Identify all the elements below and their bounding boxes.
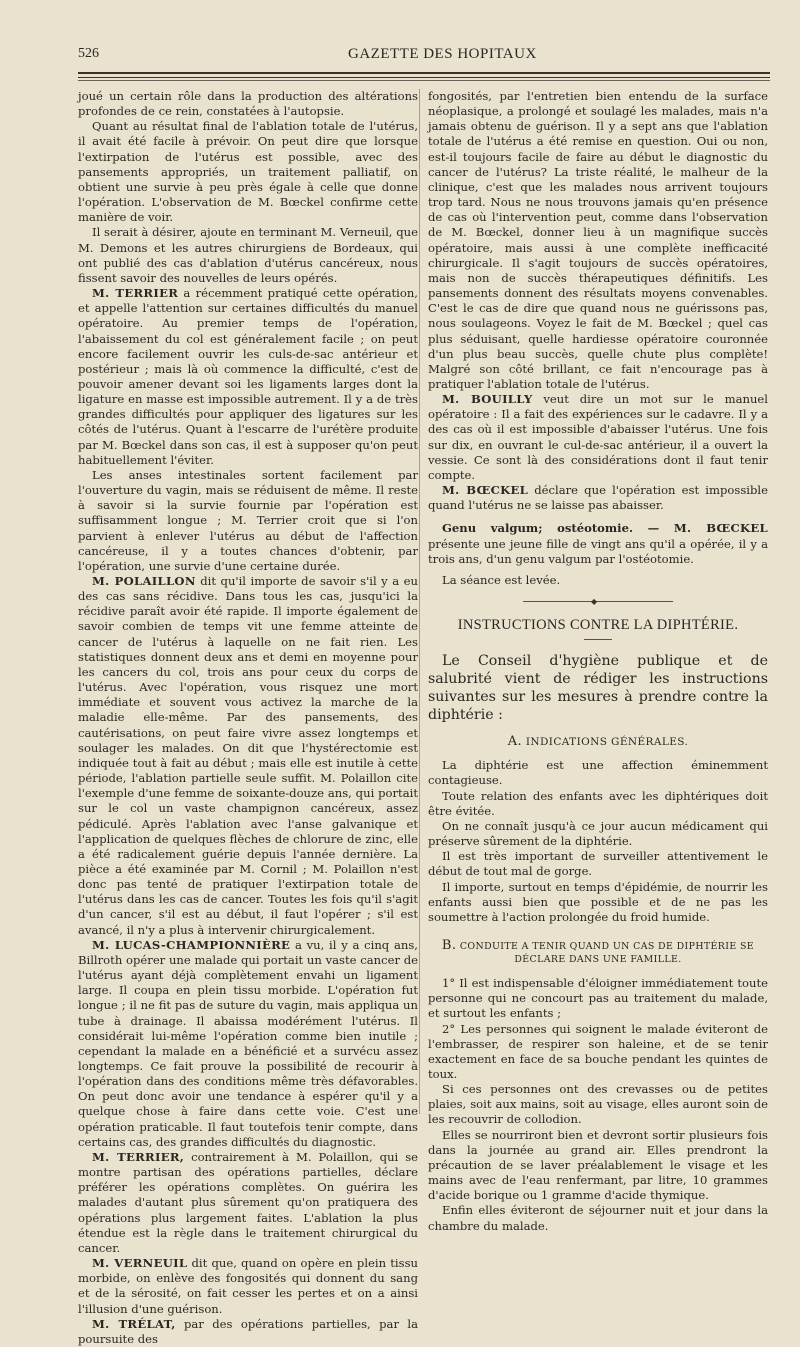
paragraph: Si ces personnes ont des crevasses ou de petites plaies, soit aux mains, soit au visage, elles auront soin de les recouvrir de collodion.: [428, 1082, 768, 1127]
paragraph-text: dit qu'il importe de savoir s'il y a eu des cas sans récidive. Dans tous les cas, jusqu'ici la récidive paraît avoir été rapide. Il importe également de savoir combien de temps vit une femme atteinte de cancer de l'utérus à laquelle on ne fait rien. Les statistiques donnent deux ans et demi en moyenne pour les cancers du col, trois ans pour ceux du corps de l'utérus. Avec l'opération, vous risquez une mort immédiate et souvent vous activez la marche de la maladie elle-même. Par des pansements, des cautérisations, on peut faire vivre assez longtemps et soulager les malades. On dit que l'hystérectomie est indiquée tout à fait au début ; mais elle est inutile à cette période, l'ablation partielle seule suffit. M. Polaillon cite l'exemple d'une femme de soixante-douze ans, qui portait sur le col un vaste champignon cancéreux, assez pédiculé. Après l'ablation avec l'anse galvanique et l'application de quelques flèches de chlorure de zinc, elle a été radicalement guérie depuis l'année dernière. La pièce a été examinée par M. Cornil ; M. Polaillon n'est donc pas tenté de pratiquer l'extirpation totale de l'utérus dans les cas de cancer. Toutes les fois qu'il s'agit d'un cancer, s'il est au début, il faut l'opérer ; s'il est avancé, il n'y a plus à intervenir chirurgicalement.: [78, 574, 418, 937]
paragraph-text: déclare que l'opération est impossible quand l'utérus ne se laisse pas abaisser.: [428, 483, 768, 513]
paragraph-text: dit que, quand on opère en plein tissu morbide, on enlève des fongosités qui donnent du sang et de la sérosité, on fait cesser les pertes et on a ainsi l'illusion d'une guérison.: [78, 1256, 418, 1316]
page-header: [78, 46, 770, 68]
speaker-name: M. TERRIER,: [92, 1149, 185, 1164]
paragraph: Les anses intestinales sortent facilement par l'ouverture du vagin, mais se réduisent de même. Il reste à savoir si la survie fournie par l'opération est suffisamment longue ; M. Terrier croit que si l'on parvient à enlever l'utérus au début de l'affection cancéreuse, il y a toutes chances d'obtenir, par l'opération, une survie d'une certaine durée.: [78, 467, 418, 573]
paragraph: [428, 521, 768, 566]
speaker-name: M. TERRIER: [92, 286, 179, 301]
paragraph: fongosités, par l'entretien bien entendu de la surface néoplasique, a prolongé et soulagé les malades, mais n'a jamais obtenu de guérison. Il y a sept ans que l'ablation totale de l'utérus a été remise en question. Oui ou non, est-il toujours facile de faire au début le diagnostic du cancer de l'utérus? La triste réalité, le malheur de la clinique, c'est que les malades nous arrivent toujours trop tard. Nous ne nous trouvons jamais qu'en présence de cas où l'intervention peut, comme dans l'observation de M. Bœckel, donner lieu à un magnifique succès opératoire, mais aussi à une complète inefficacité chirurgicale. Il s'agit toujours de succès opératoires, mais non de succès thérapeutiques définitifs. Les pansements donnent des résultats moyens convenables. C'est le cas de dire que quand nous ne guérissons pas, nous soulageons. Voyez le fait de M. Bœckel ; quel cas plus séduisant, quelle hardiesse opératoire couronnée d'un plus beau succès, quelle chute plus complète! Malgré son côté brillant, ce fait n'encourage pas à pratiquer l'ablation totale de l'utérus.: [428, 89, 768, 391]
header-rule-thin-2: [78, 80, 770, 81]
subheading-text: INDICATIONS GÉNÉRALES.: [525, 736, 689, 749]
paragraph-text: contrairement à M. Polaillon, qui se montre partisan des opérations partielles, déclare préférer les opérations complètes. On guérira les malades d'autant plus sûrement qu'on pratiquera des opérations plus largement faites. L'ablation la plus étendue est la règle dans le traitement chirurgical du cancer.: [78, 1149, 419, 1255]
paragraph: Quant au résultat final de l'ablation totale de l'utérus, il avait été facile à prévoir. On peut dire que lorsque l'extirpation de l'utérus est possible, avec des pansements appropriés, un traitement palliatif, on obtient une survie à peu près égale à celle que donne l'opération. L'observation de M. Bœckel confirme cette manière de voir.: [78, 119, 418, 225]
speaker-name: M. BŒCKEL: [442, 483, 529, 498]
journal-title: GAZETTE DES HOPITAUX: [348, 46, 537, 62]
paragraph: [78, 1317, 418, 1347]
speaker-name: M. LUCAS-CHAMPIONNIÈRE: [92, 937, 291, 952]
subheading-letter: B.: [441, 938, 457, 954]
paragraph-text: a vu, il y a cinq ans, Billroth opérer une malade qui portait un vaste cancer de l'utérus ayant déjà complètement envahi un ligament large. Il coupa en plein tissu morbide. L'opération fut longue ; il ne fit pas de suture du vagin, mais appliqua un tube à drainage. Il abaissa modérément l'utérus. Il considérait lui-même l'opération comme bien inutile ; cependant la malade en a bénéficié et a survécu assez longtemps. Ce fait prouve la possibilité de recourir à l'opération dans des conditions même très défavorables. On peut donc avoir une tendance à espérer qu'il y a quelque chose à faire dans cette voie. C'est une opération praticable. Il faut toutefois tenir compte, dans certains cas, des grandes difficultés du diagnostic.: [78, 937, 418, 1149]
paragraph: [78, 574, 418, 938]
paragraph-text: a récemment pratiqué cette opération, et appelle l'attention sur certaines difficultés du manuel opératoire. Au premier temps de l'opération, l'abaissement du col est généralement facile ; on peut encore facilement ouvrir les culs-de-sac antérieur et postérieur ; mais là où commence la difficulté, c'est de pouvoir amener devant soi les ligaments larges dont la ligature en masse est impossible autrement. Il y a de très grandes difficultés pour appliquer des ligatures sur les côtés de l'utérus. Quant à l'escarre de l'urétère produite par M. Bœckel dans son cas, il est à supposer qu'on peut habituellement l'éviter.: [78, 286, 418, 467]
paragraph: Il importe, surtout en temps d'épidémie, de nourrir les enfants aussi bien que possible et de ne pas les soumettre à l'action prolongée du froid humide.: [428, 879, 768, 924]
paragraph: 2° Les personnes qui soignent le malade éviteront de l'embrasser, de respirer son haleine, et de se tenir exactement en face de sa bouche pendant les quintes de toux.: [428, 1021, 768, 1081]
subheading-text: CONDUITE A TENIR QUAND UN CAS DE DIPHTÉRIE SE DÉCLARE DANS UNE FAMILLE.: [459, 941, 755, 966]
speaker-name: M. BOUILLY: [442, 392, 533, 407]
paragraph: [78, 1150, 418, 1256]
case-heading: Genu valgum; ostéotomie. —: [442, 521, 674, 536]
subheading-letter: A.: [507, 734, 523, 750]
paragraph: Il serait à désirer, ajoute en terminant M. Verneuil, que M. Demons et les autres chirurgiens de Bordeaux, qui ont publié des cas d'ablation d'utérus cancéreux, nous fissent savoir des nouvelles de leurs opérés.: [78, 225, 418, 285]
paragraph: Enfin elles éviteront de séjourner nuit et jour dans la chambre du malade.: [428, 1203, 768, 1233]
title-rule: [584, 639, 612, 640]
speaker-name: M. POLAILLON: [92, 574, 196, 588]
speaker-name: M. TRÉLAT,: [92, 1316, 176, 1331]
left-column: [78, 89, 418, 1347]
paragraph: [78, 286, 418, 468]
paragraph-text: par des opérations partielles, par la poursuite des: [78, 1316, 418, 1346]
paragraph: 1° Il est indispensable d'éloigner immédiatement toute personne qui ne concourt pas au traitement du malade, et surtout les enfants ;: [428, 976, 768, 1021]
header-rule-thin: [78, 77, 770, 78]
column-divider: [419, 89, 420, 1114]
paragraph: joué un certain rôle dans la production des altérations profondes de ce rein, constatées à l'autopsie.: [78, 89, 418, 119]
paragraph: [78, 1256, 418, 1317]
page-number: 526: [78, 46, 99, 61]
paragraph: La séance est levée.: [442, 572, 561, 587]
paragraph-text: veut dire un mot sur le manuel opératoire : Il a fait des expériences sur le cadavre. Il y a des cas où il est impossible d'abaisser l'utérus. Une fois sur dix, en ouvrant le cul-de-sac antérieur, il a ouvert la vessie. Ce sont là des considérations dont il faut tenir compte.: [428, 392, 768, 482]
header-rule-thick: [78, 72, 770, 74]
subheading-a: [428, 734, 768, 750]
paragraph: On ne connaît jusqu'à ce jour aucun médicament qui préserve sûrement de la diphtérie.: [428, 818, 768, 849]
subheading-b: [428, 939, 768, 966]
paragraph: [428, 392, 768, 483]
section-title: INSTRUCTIONS CONTRE LA DIPHTÉRIE.: [457, 617, 739, 633]
section-separator: [523, 598, 673, 606]
paragraph: Il est très important de surveiller attentivement le début de tout mal de gorge.: [428, 849, 768, 879]
paragraph: [78, 938, 418, 1150]
paragraph: Toute relation des enfants avec les diphtériques doit être évitée.: [428, 788, 768, 818]
paragraph: Elles se nourriront bien et devront sortir plusieurs fois dans la journée au grand air. Elles prendront la précaution de se laver préalablement le visage et les mains avec de l'eau renfermant, par litre, 10 grammes d'acide borique ou 1 gramme d'acide thymique.: [428, 1127, 768, 1203]
paragraph: La diphtérie est une affection éminemment contagieuse.: [428, 758, 768, 788]
paragraph: [428, 483, 768, 513]
paragraph-text: présente une jeune fille de vingt ans qu'il a opérée, il y a trois ans, d'un genu valgum par l'ostéotomie.: [428, 536, 768, 566]
speaker-name: M. VERNEUIL: [92, 1256, 188, 1271]
right-column: [428, 89, 768, 1234]
intro-paragraph: Le Conseil d'hygiène publique et de salubrité vient de rédiger les instructions suivantes sur les mesures à prendre contre la diphtérie :: [428, 653, 768, 724]
speaker-name: M. BŒCKEL: [673, 521, 768, 536]
